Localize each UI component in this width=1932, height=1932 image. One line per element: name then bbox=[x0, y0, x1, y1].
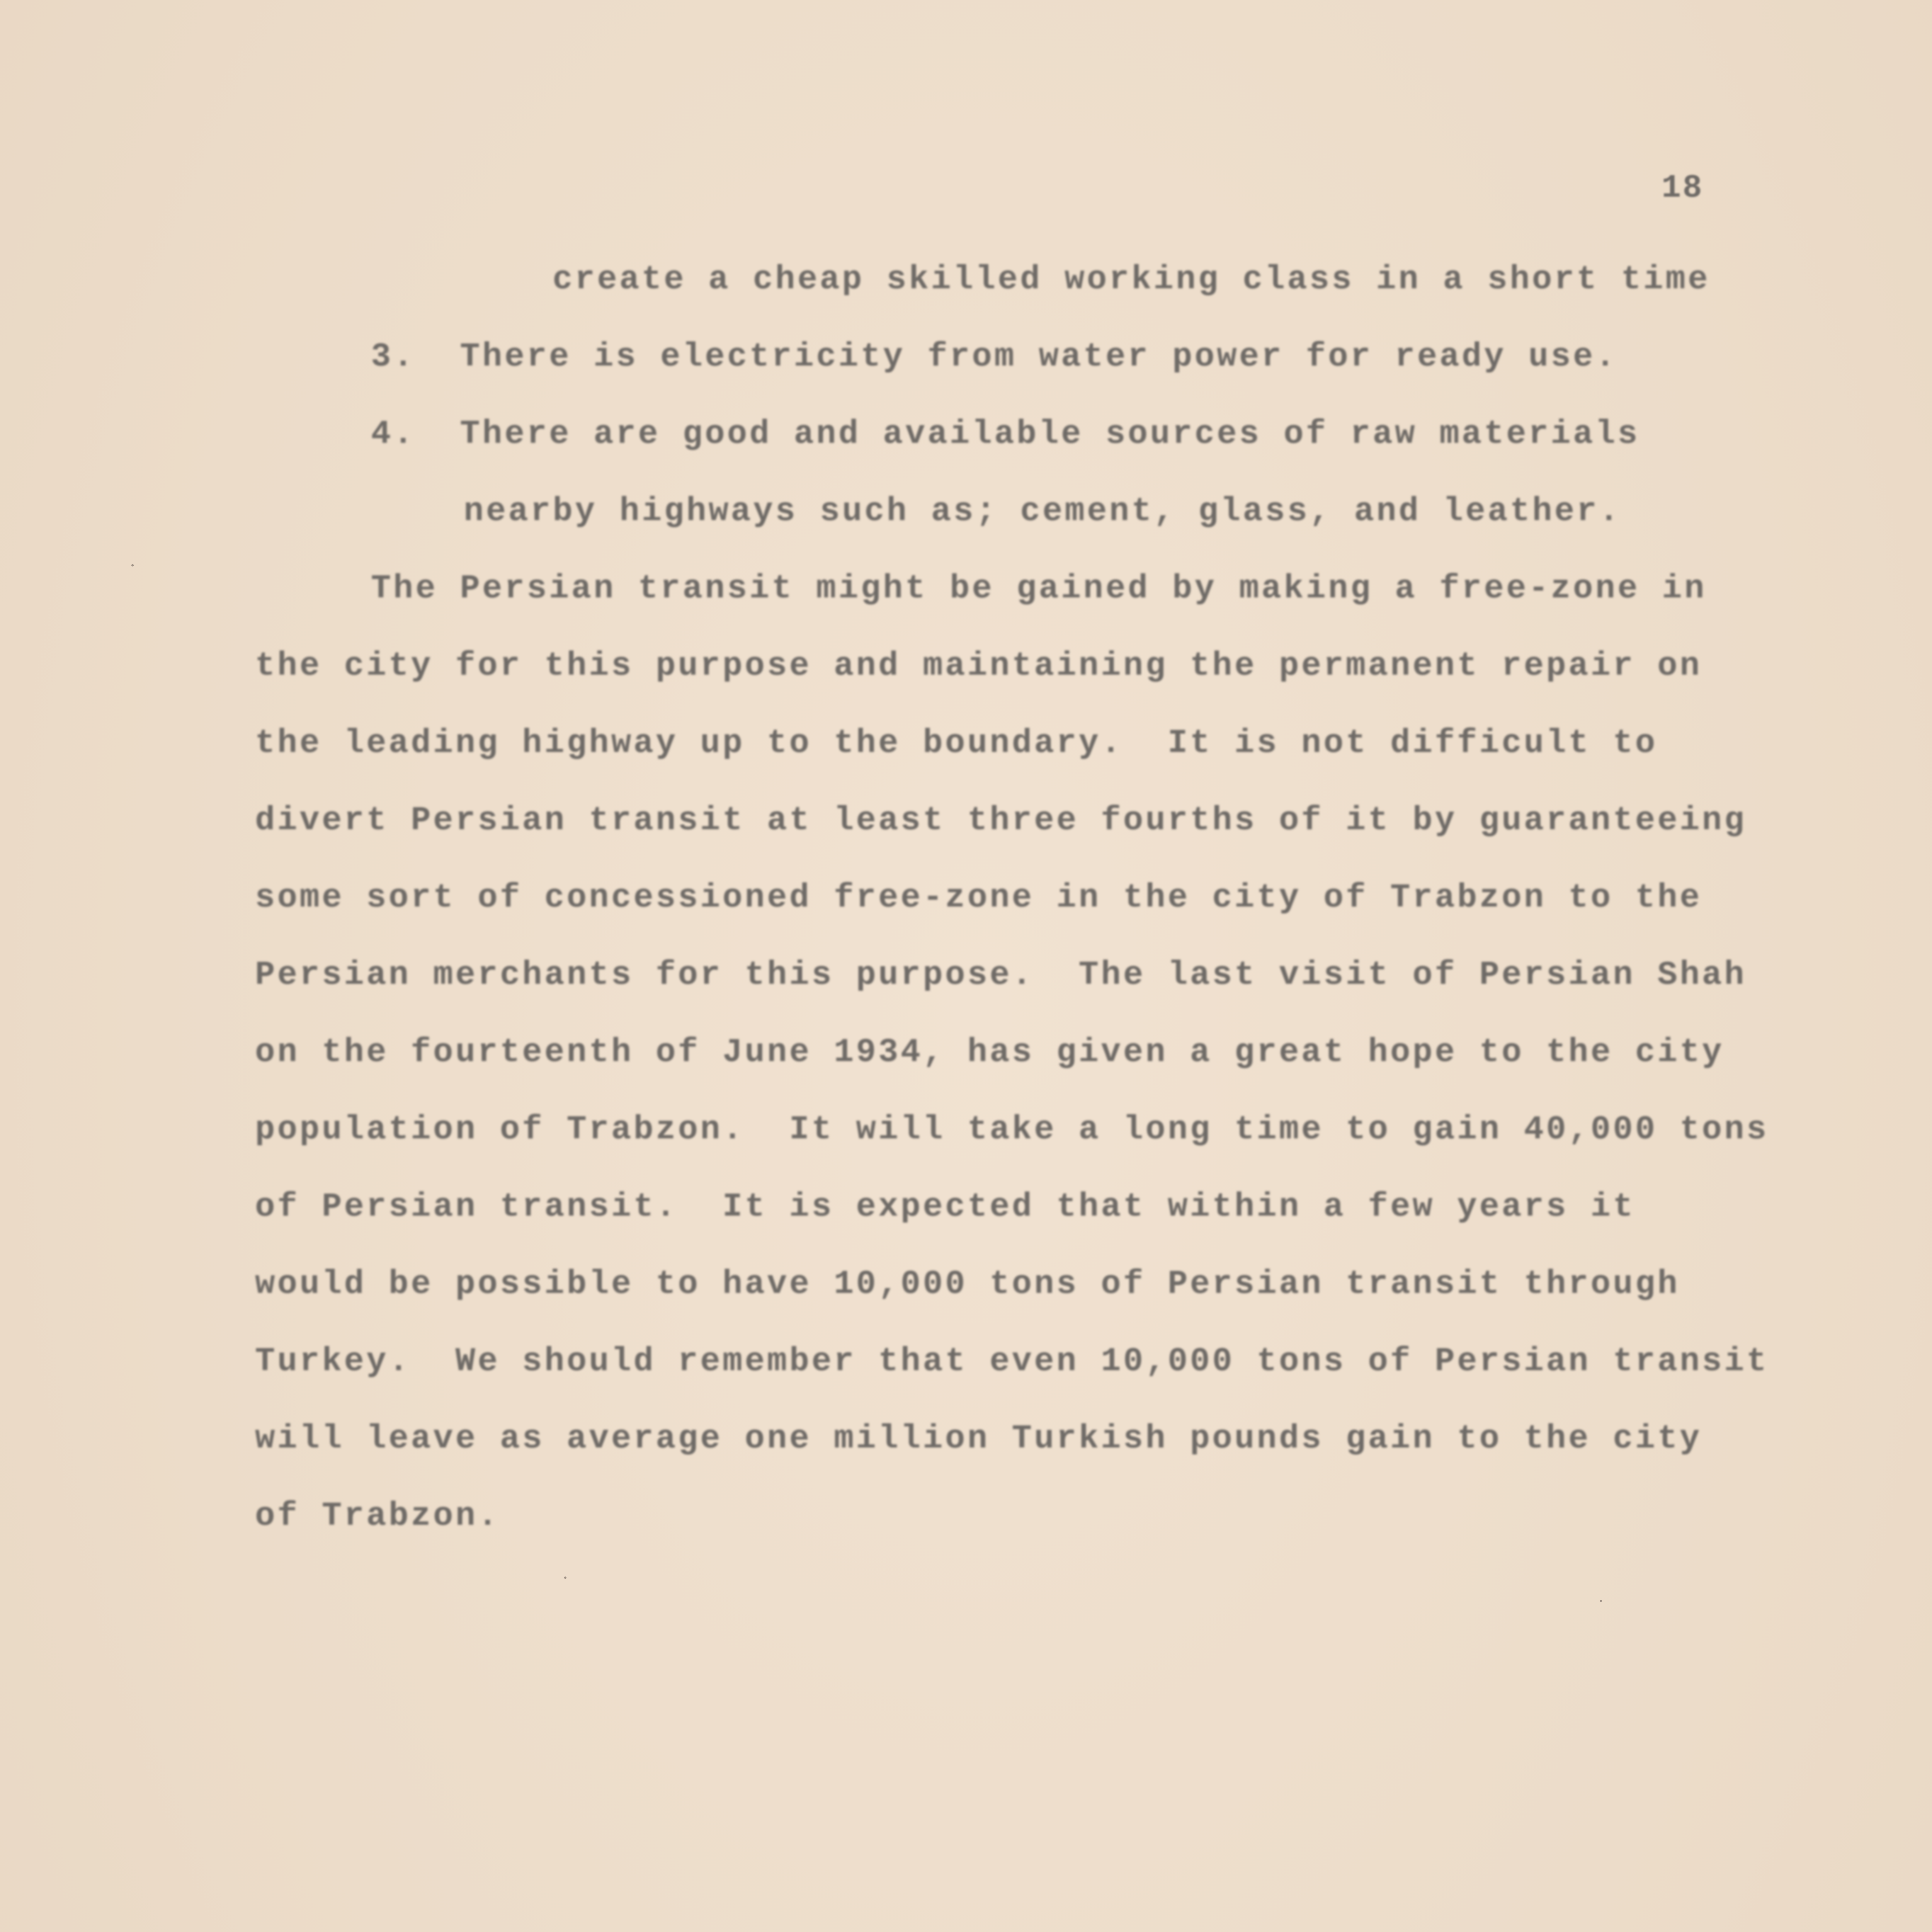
text-line: 4. There are good and available sources of raw materials bbox=[371, 415, 1640, 453]
text-line: create a cheap skilled working class in a short time bbox=[553, 260, 1710, 298]
paper-speck bbox=[1600, 1600, 1602, 1602]
paper-speck bbox=[131, 564, 134, 566]
paper-speck bbox=[564, 1577, 566, 1579]
text-line: will leave as average one million Turkish pounds gain to the city bbox=[255, 1420, 1702, 1458]
text-line: the city for this purpose and maintaining the permanent repair on bbox=[255, 647, 1702, 685]
text-line: 3. There is electricity from water power for ready use. bbox=[371, 338, 1618, 376]
text-line: Turkey. We should remember that even 10,000 tons of Persian transit bbox=[255, 1342, 1769, 1380]
page-number: 18 bbox=[1662, 170, 1704, 207]
text-line: nearby highways such as; cement, glass, and leather. bbox=[464, 492, 1621, 530]
text-line: Persian merchants for this purpose. The last visit of Persian Shah bbox=[255, 956, 1747, 994]
text-line: divert Persian transit at least three fourths of it by guaranteeing bbox=[255, 801, 1747, 839]
text-line: of Trabzon. bbox=[255, 1497, 500, 1535]
text-line: on the fourteenth of June 1934, has given a great hope to the city bbox=[255, 1033, 1725, 1071]
text-line: would be possible to have 10,000 tons of Persian transit through bbox=[255, 1265, 1680, 1303]
text-line: The Persian transit might be gained by making a free-zone in bbox=[371, 570, 1707, 607]
text-line: the leading highway up to the boundary. It is not difficult to bbox=[255, 724, 1658, 762]
text-line: population of Trabzon. It will take a long time to gain 40,000 tons bbox=[255, 1111, 1769, 1148]
text-line: some sort of concessioned free-zone in the city of Trabzon to the bbox=[255, 879, 1702, 917]
text-line: of Persian transit. It is expected that within a few years it bbox=[255, 1188, 1635, 1226]
